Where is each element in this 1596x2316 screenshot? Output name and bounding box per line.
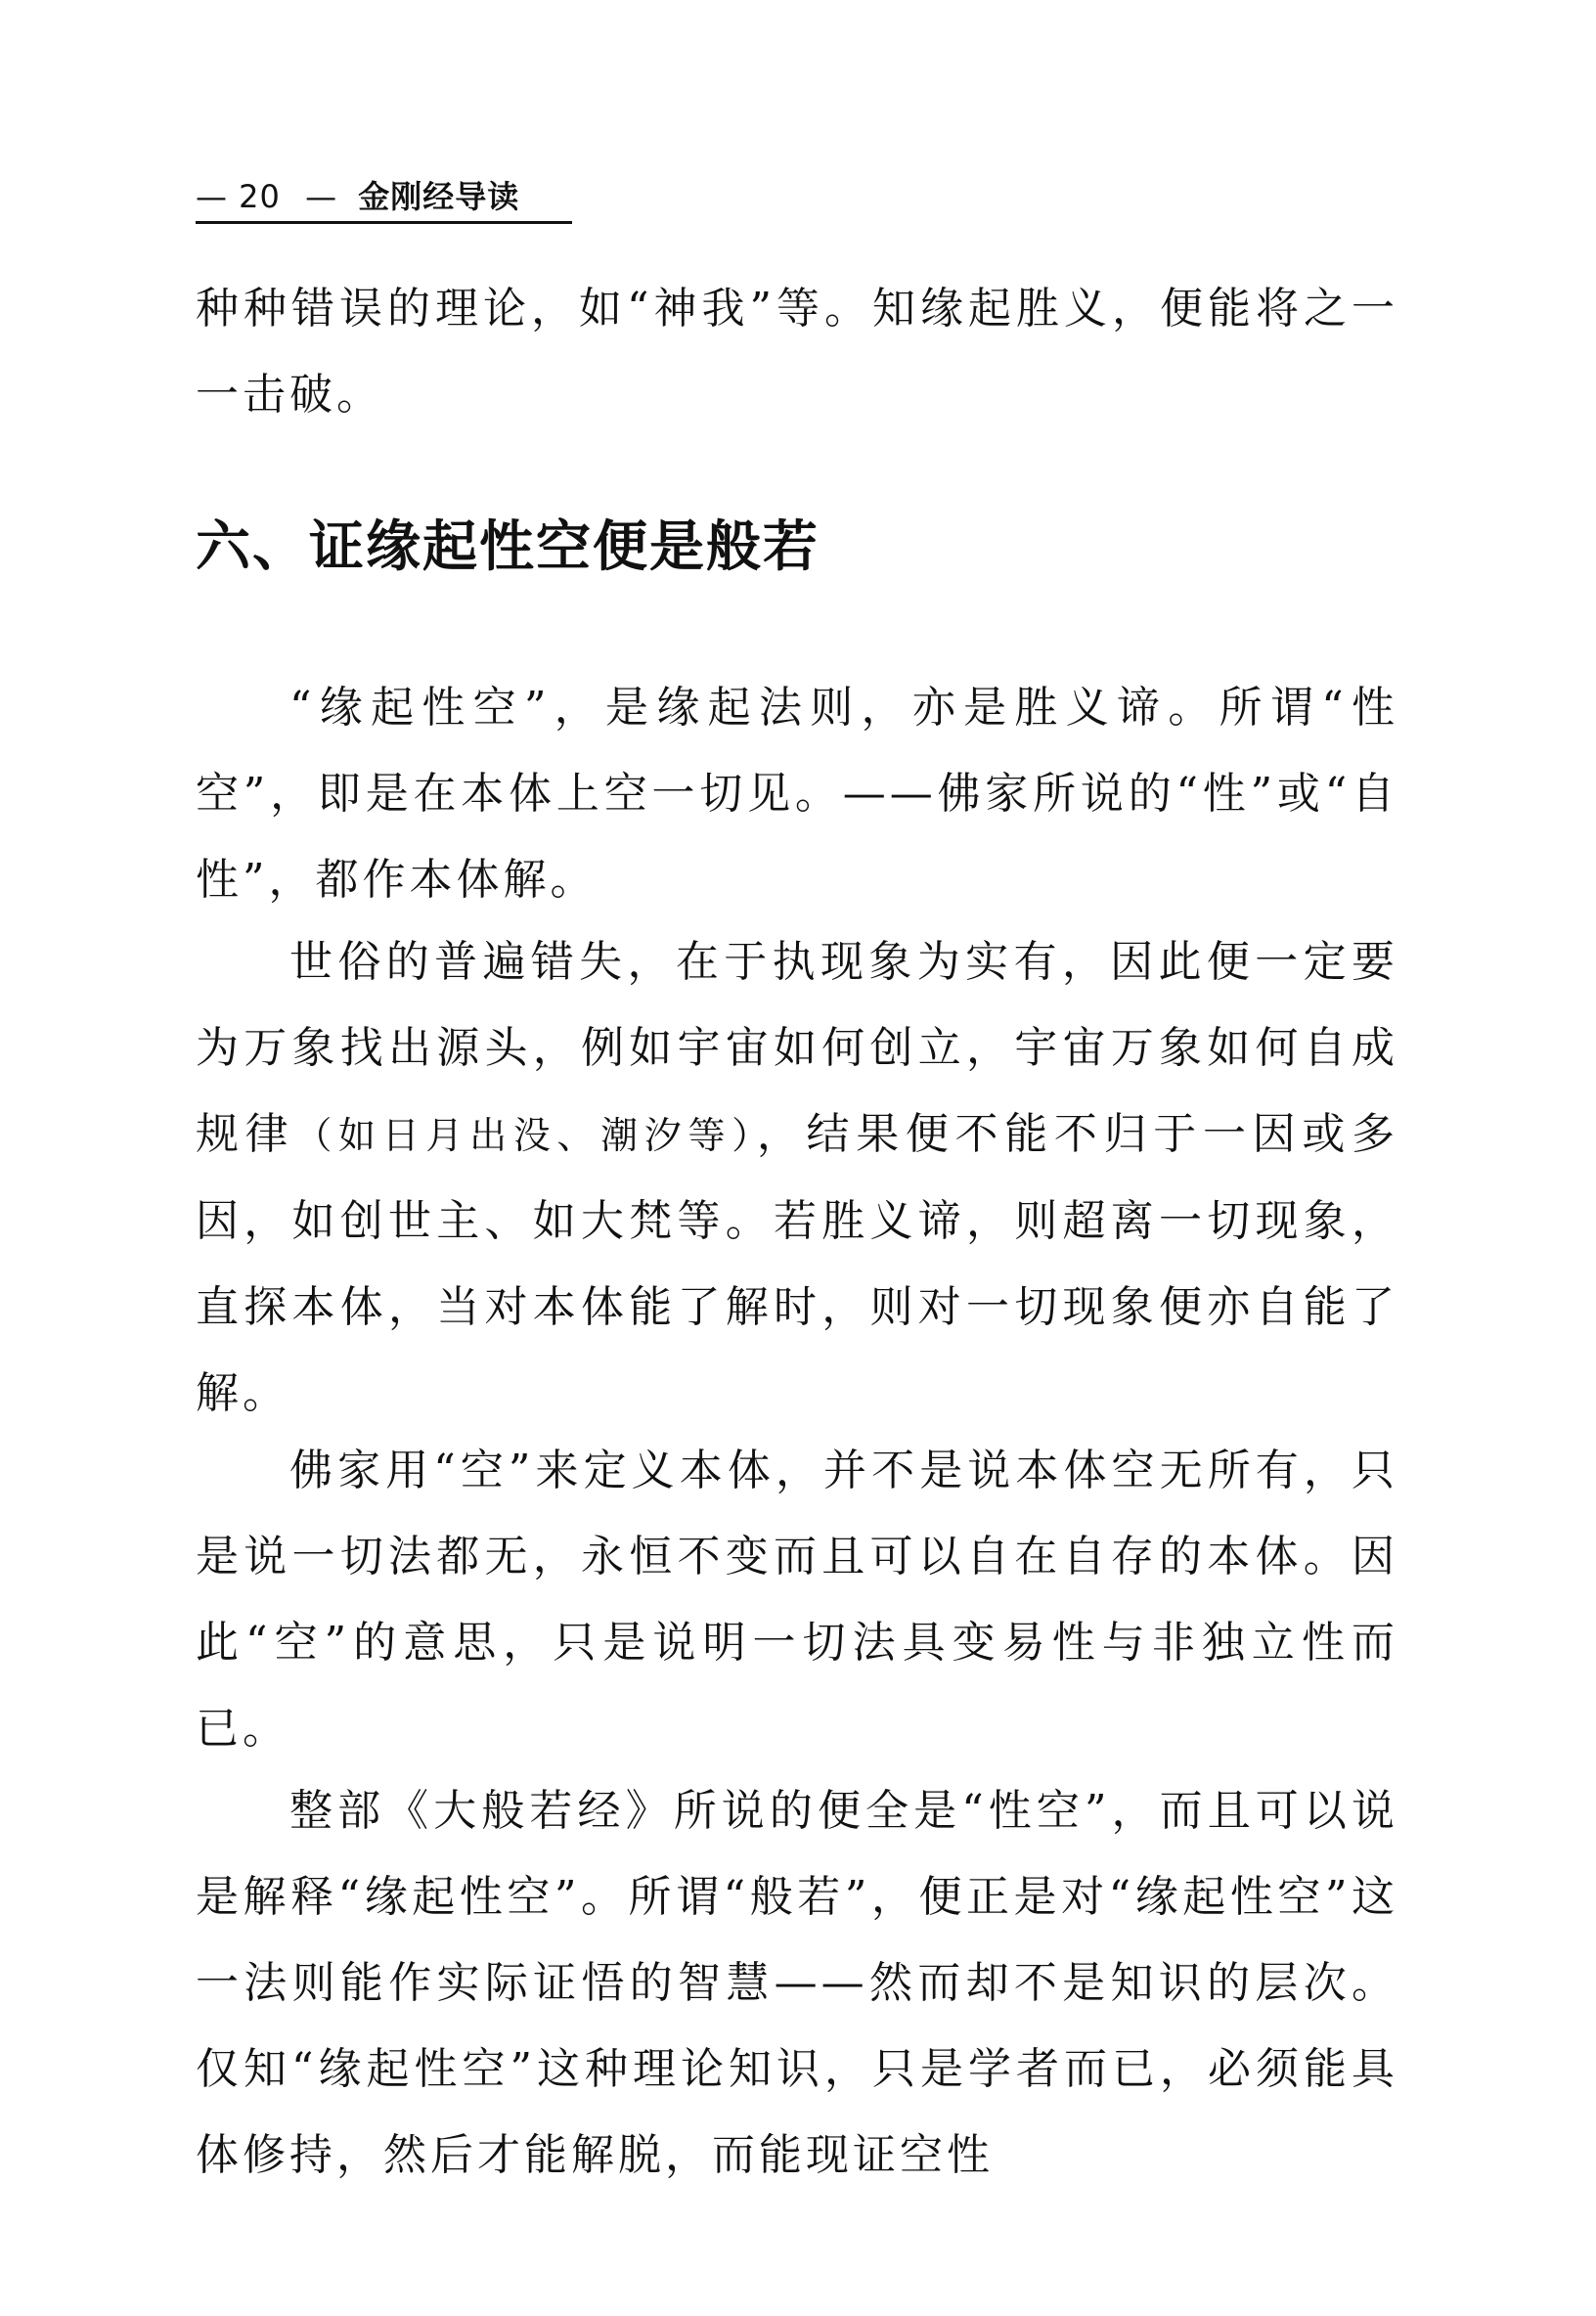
book-title: 金刚经导读: [358, 178, 520, 215]
continuation-paragraph: 种种错误的理论，如“神我”等。知缘起胜义，便能将之一一击破。: [196, 284, 1398, 420]
running-header: [196, 172, 572, 224]
paragraph-3: 佛家用“空”来定义本体，并不是说本体空无所有，只是说一切法都无，永恒不变而且可以自在自存的本体。因此“空”的意思，只是说明一切法具变易性与非独立性而已。: [196, 1446, 1398, 1754]
header-dash-right: —: [305, 178, 338, 215]
paragraph-2: [196, 919, 1398, 1437]
paragraph-2-part-2: ，结果便不能不归于一因或多因，如创世主、如大梵等。若胜义谛，则超离一切现象，直探本体，当对本体能了解时，则对一切现象便亦自能了解。: [196, 1109, 1398, 1418]
paragraph-2-parenthetical: （如日月出没、潮汐等）: [294, 1114, 757, 1157]
header-dash-left: —: [196, 178, 228, 215]
page-number: 20: [239, 178, 281, 215]
paragraph-4: 整部《大般若经》所说的便全是“性空”，而且可以说是解释“缘起性空”。所谓“般若”，便正是对“缘起性空”这一法则能作实际证悟的智慧——然而却不是知识的层次。仅知“缘起性空”这种理论知识，只是学者而已，必须能具体修持，然后才能解脱，而能现证空性: [196, 1786, 1398, 2180]
paragraph-1: “缘起性空”，是缘起法则，亦是胜义谛。所谓“性空”，即是在本体上空一切见。——佛家所说的“性”或“自性”，都作本体解。: [196, 683, 1398, 905]
paragraph-2-part-1: 世俗的普遍错失，在于执现象为实有，因此便一定要为万象找出源头，例如宇宙如何创立，宇宙万象如何自成规律: [196, 937, 1398, 1159]
section-heading: 六、证缘起性空便是般若: [196, 515, 820, 579]
